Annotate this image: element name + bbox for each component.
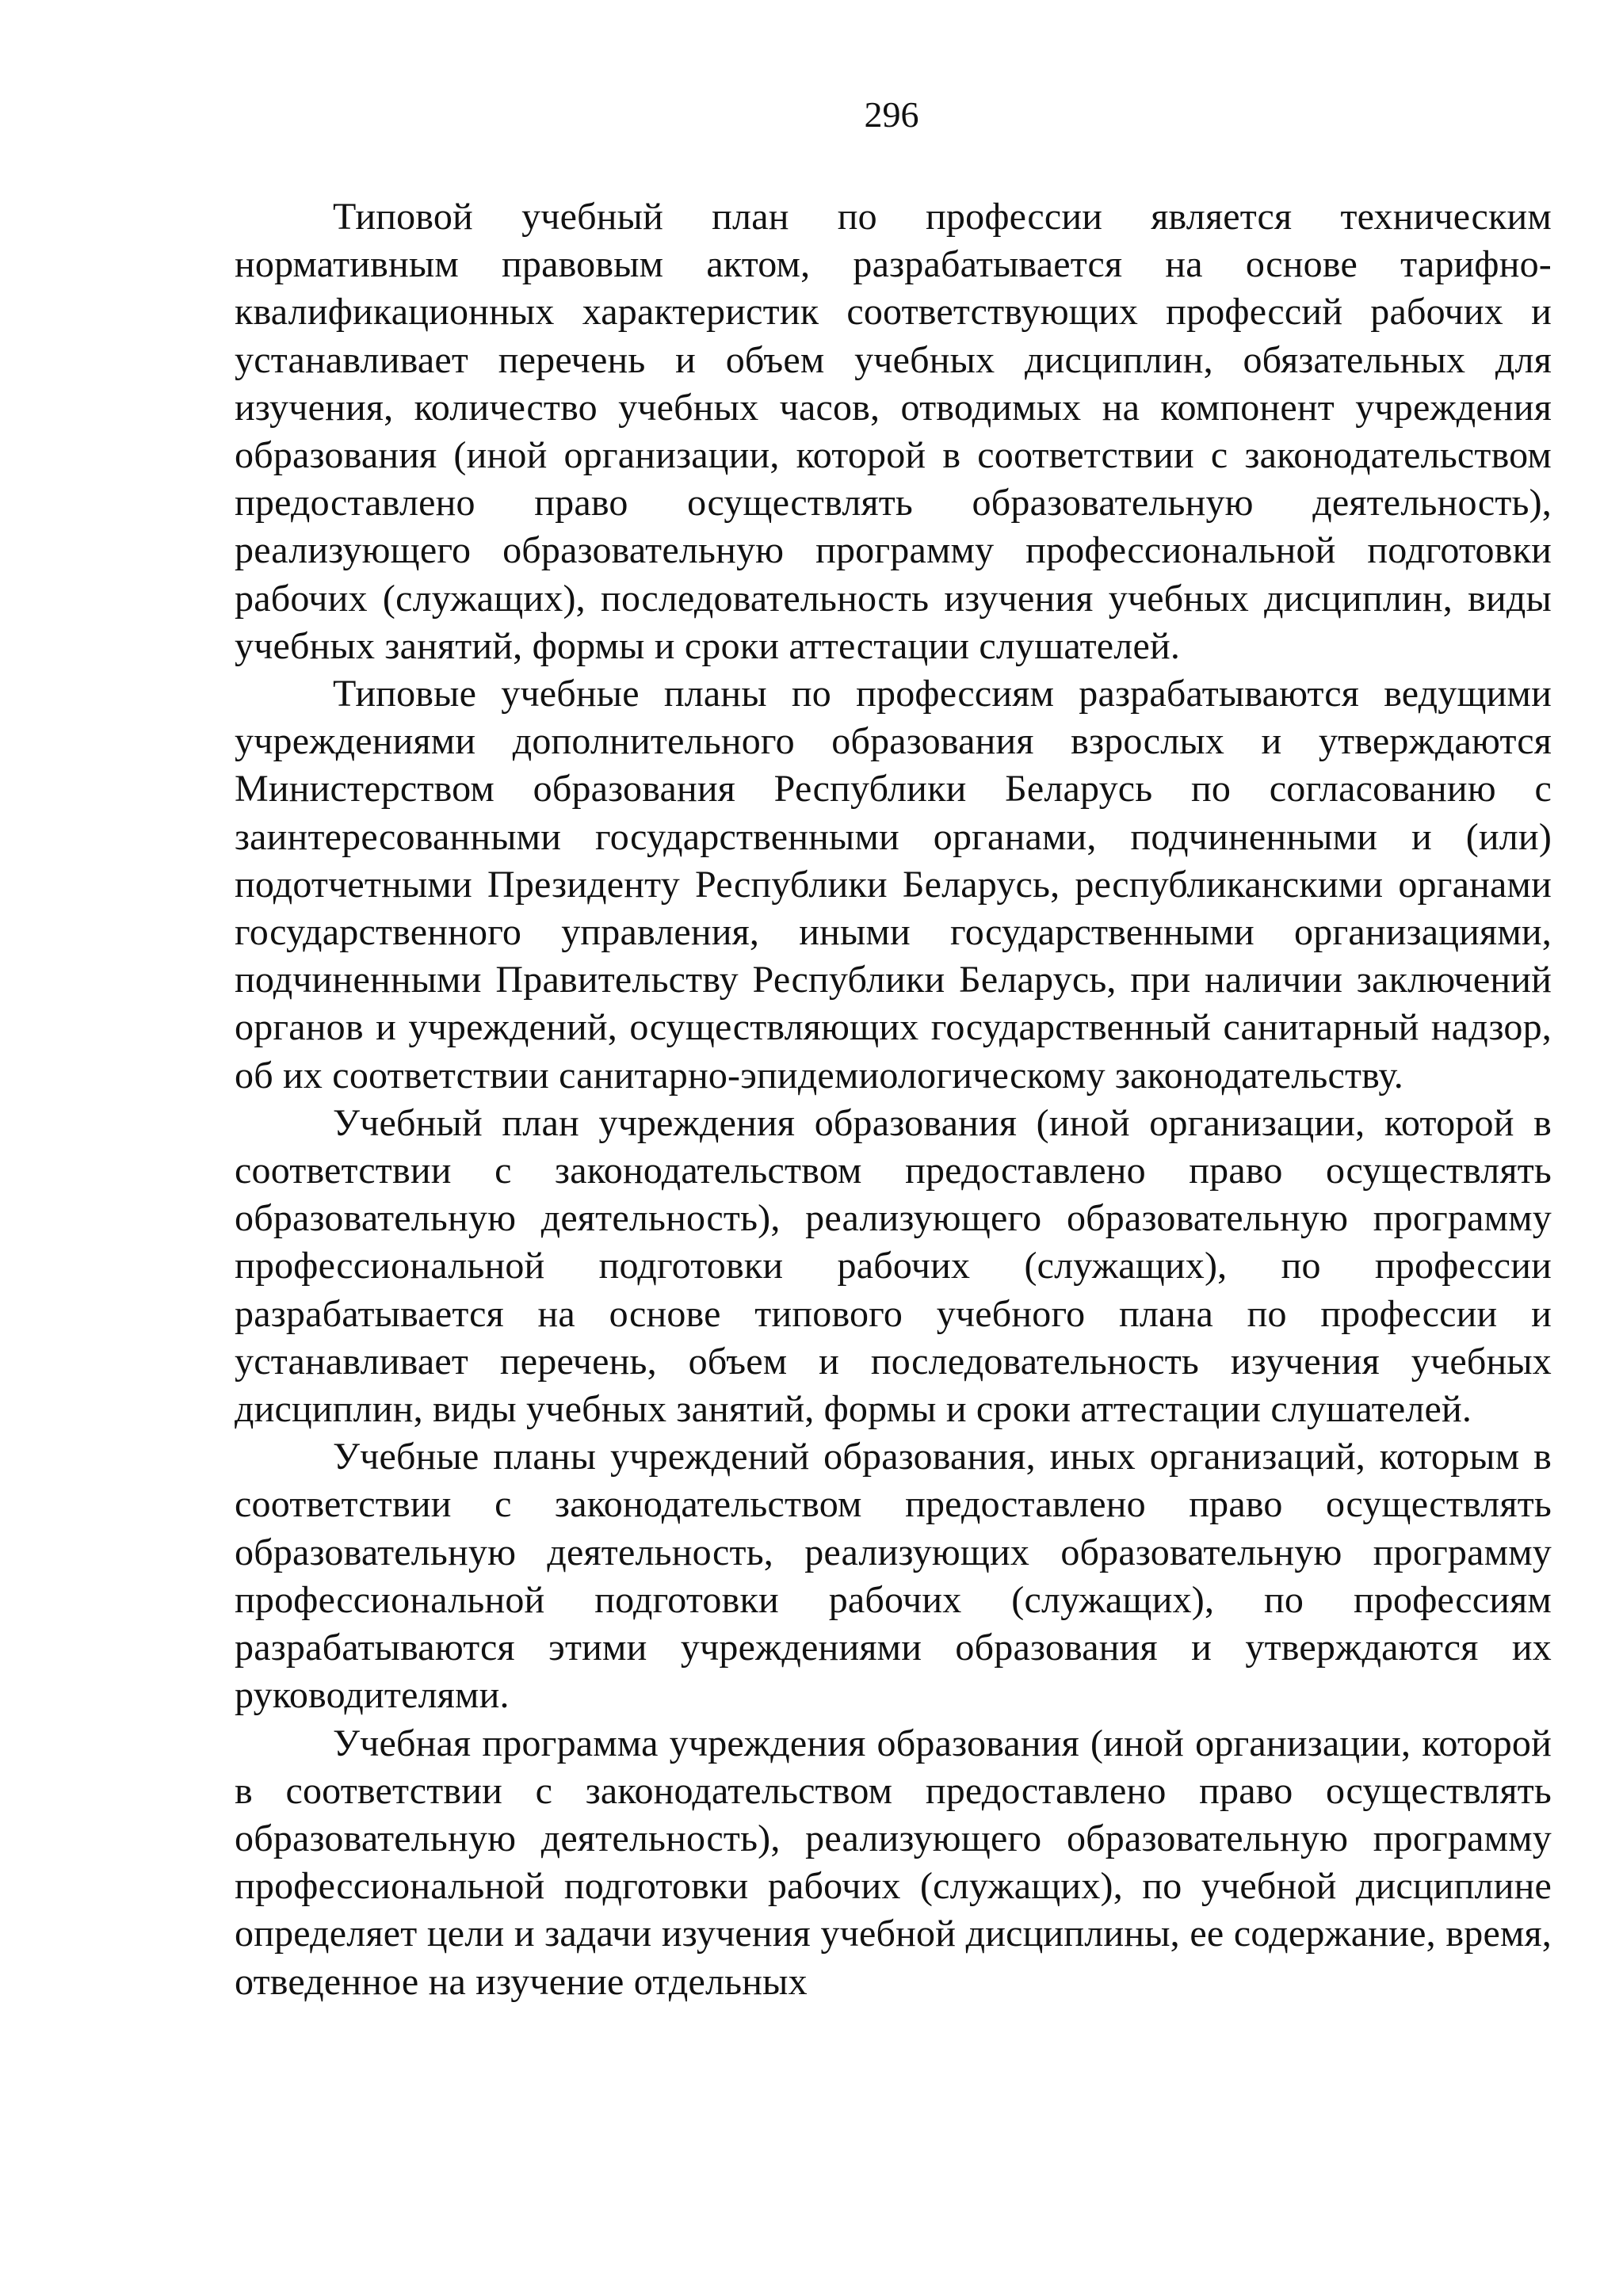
paragraph-institution-curriculum: Учебный план учреждения образования (иной организации, которой в соответствии с законодательством предоставлено право осуществлять образовательную деятельность), реализующего образовательную программу профессиональной подготовки рабочих (служащих), по профессии разрабатывается на основе типового учебного плана по профессии и устанавливает перечень, объем и последовательность изучения учебных дисциплин, виды учебных занятий, формы и сроки аттестации слушателей.: [235, 1101, 1552, 1431]
paragraph-development-approval: Типовые учебные планы по профессиям разрабатываются ведущими учреждениями дополнительного образования взрослых и утверждаются Министерством образования Республики Беларусь по согласованию с заинтересованными государственными органами, подчиненными и (или) подотчетными Президенту Республики Беларусь, республиканскими органами государственного управления, иными государственными организациями, подчиненными Правительству Республики Беларусь, при наличии заключений органов и учреждений, осуществляющих государственный санитарный надзор, об их соответствии санитарно-эпидемиологическому законодательству.: [235, 673, 1552, 1097]
paragraph-typical-curriculum: Типовой учебный план по профессии является техническим нормативным правовым актом, разрабатывается на основе тарифно-квалификационных характеристик соответствующих профессий рабочих и устанавливает перечень и объем учебных дисциплин, обязательных для изучения, количество учебных часов, отводимых на компонент учреждения образования (иной организации, которой в соответствии с законодательством предоставлено право осуществлять образовательную деятельность), реализующего образовательную программу профессиональной подготовки рабочих (служащих), последовательность изучения учебных дисциплин, виды учебных занятий, формы и сроки аттестации слушателей.: [235, 196, 1552, 667]
page-number: 296: [864, 94, 919, 135]
paragraph-curricula-approval: Учебные планы учреждений образования, иных организаций, которым в соответствии с законодательством предоставлено право осуществлять образовательную деятельность, реализующих образовательную программу профессиональной подготовки рабочих (служащих), по профессиям разрабатываются этими учреждениями образования и утверждаются их руководителями.: [235, 1436, 1552, 1717]
paragraph-training-program: Учебная программа учреждения образования (иной организации, которой в соответствии с законодательством предоставлено право осуществлять образовательную деятельность), реализующего образовательную программу профессиональной подготовки рабочих (служащих), по учебной дисциплине определяет цели и задачи изучения учебной дисциплины, ее содержание, время, отведенное на изучение отдельных: [235, 1722, 1552, 2003]
document-body: [235, 193, 1552, 2006]
